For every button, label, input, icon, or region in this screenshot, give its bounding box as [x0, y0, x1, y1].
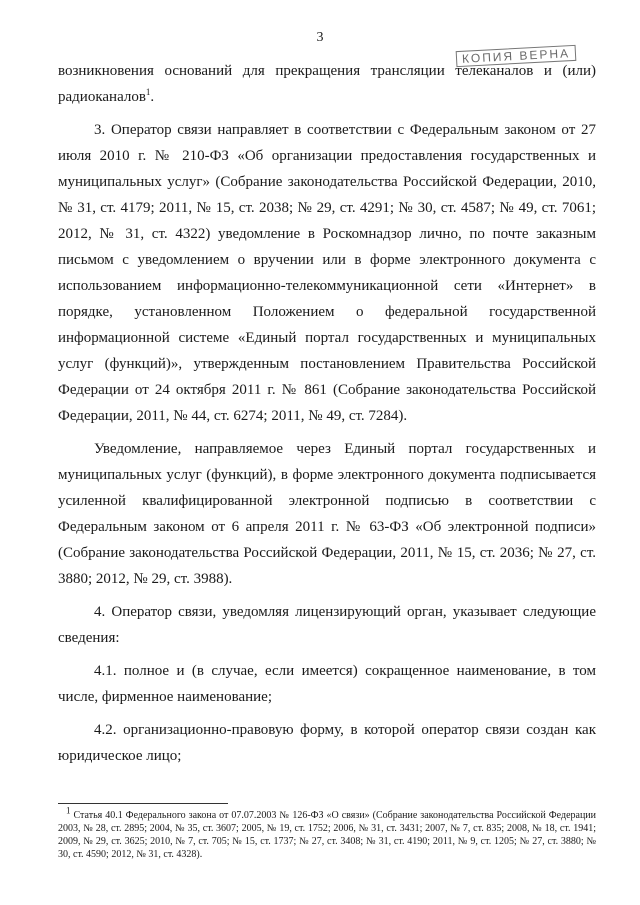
footnote-reference: 1 [145, 87, 151, 97]
paragraph-4-1: 4.1. полное и (в случае, если имеется) сокращенное наименование, в том числе, фирменное наименование; [58, 663, 596, 705]
document-body [58, 58, 596, 776]
paragraph-3: 3. Оператор связи направляет в соответствии с Федеральным законом от 27 июля 2010 г. № 210-ФЗ «Об организации предоставления государственных и муниципальных услуг» (Собрание законодательства Российской Федерации, 2010, № 31, ст. 4179; 2011, № 15, ст. 2038; № 29, ст. 4291; № 30, ст. 4587; № 49, ст. 7061; 2012, № 31, ст. 4322) уведомление в Роскомнадзор лично, по почте заказным письмом с уведомлением о вручении или в форме электронного документа с использованием информационно-телекоммуникационной сети «Интернет» в порядке, установленном Положением о федеральной государственной информационной системе «Единый портал государственных и муниципальных услуг (функций)», утвержденным постановлением Правительства Российской Федерации от 24 октября 2011 г. № 861 (Собрание законодательства Российской Федерации, 2011, № 44, ст. 6274; 2011, № 49, ст. 7284). [58, 122, 596, 424]
paragraph-4-2: 4.2. организационно-правовую форму, в которой оператор связи создан как юридическое лицо; [58, 722, 596, 764]
page-number: 3 [316, 30, 324, 45]
footnote-text: Статья 40.1 Федерального закона от 07.07.2003 № 126-ФЗ «О связи» (Собрание законодательства Российской Федерации 2003, № 28, ст. 2895; 2004, № 35, ст. 3607; 2005, № 19, ст. 1752; 2006, № 31, ст. 3431; 2007, № 7, ст. 835; 2008, № 18, ст. 1941; 2009, № 29, ст. 3625; 2010, № 7, ст. 705; № 15, ст. 1737; № 27, ст. 3408; № 31, ст. 4190; 2011, № 9, ст. 1205; № 27, ст. 3880; № 30, ст. 4590; 2012, № 31, ст. 4328). [58, 810, 597, 860]
footnote-separator [58, 803, 228, 804]
paragraph-notification: Уведомление, направляемое через Единый портал государственных и муниципальных услуг (функций), в форме электронного документа подписывается усиленной квалифицированной электронной подписью в соответствии с Федеральным законом от 6 апреля 2011 г. № 63-ФЗ «Об электронной подписи» (Собрание законодательства Российской Федерации, 2011, № 15, ст. 2036; № 27, ст. 3880; 2012, № 29, ст. 3988). [58, 441, 596, 587]
footnote [58, 805, 597, 861]
paragraph-4: 4. Оператор связи, уведомляя лицензирующий орган, указывает следующие сведения: [58, 604, 596, 646]
copy-certified-stamp: КОПИЯ ВЕРНА [456, 45, 577, 67]
footnote-mark: 1 [66, 805, 71, 816]
paragraph-continuation: возникновения оснований для прекращения трансляции телеканалов и (или) радиоканалов$^1$. [58, 63, 596, 105]
